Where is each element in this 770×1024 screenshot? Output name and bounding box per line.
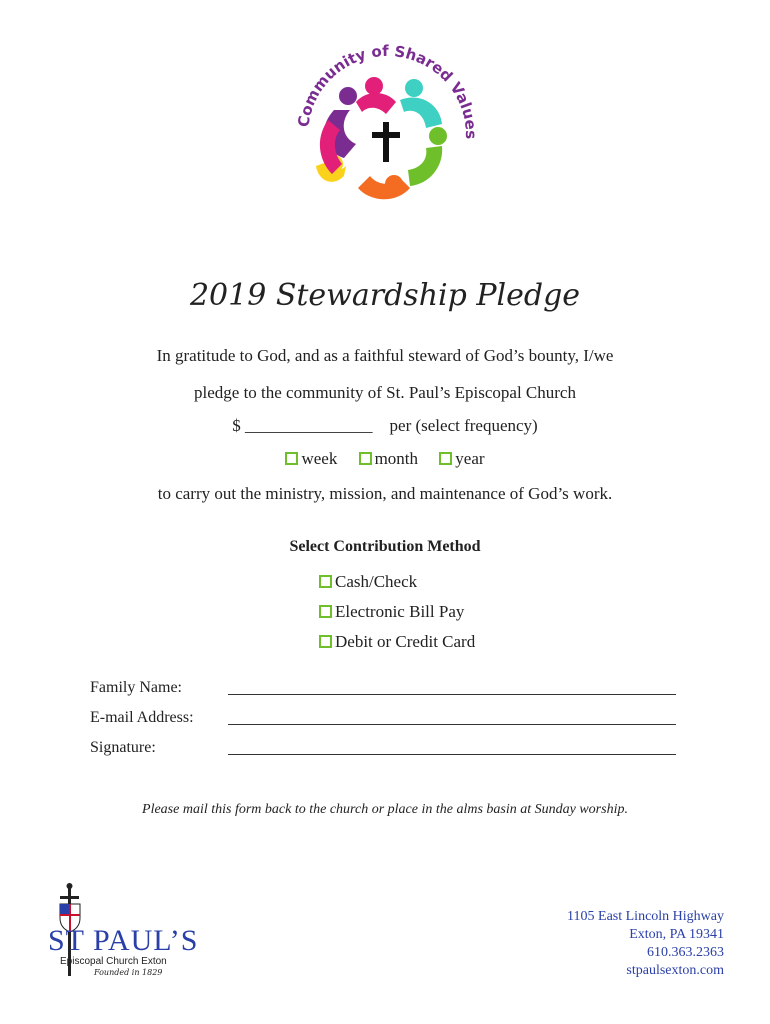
dollar-sign: $ xyxy=(232,416,241,435)
address-line-1: 1105 East Lincoln Highway xyxy=(567,909,724,924)
family-name-field[interactable] xyxy=(228,693,676,695)
signature-field[interactable] xyxy=(228,753,676,755)
method-heading: Select Contribution Method xyxy=(289,538,481,555)
church-logo-sub: Episcopal Church Exton xyxy=(60,956,167,967)
frequency-label: per (select frequency) xyxy=(389,416,538,435)
frequency-option-month[interactable]: month xyxy=(359,449,418,468)
method-option-cash[interactable]: Cash/Check xyxy=(319,567,475,597)
frequency-option-year[interactable]: year xyxy=(439,449,484,468)
pledge-line-4: to carry out the ministry, mission, and maintenance of God’s work. xyxy=(157,484,613,503)
amount-row xyxy=(0,416,770,436)
method-option-card[interactable]: Debit or Credit Card xyxy=(319,627,475,657)
checkbox-icon[interactable] xyxy=(319,605,332,618)
website-link[interactable]: stpaulsexton.com xyxy=(626,963,724,978)
address-block xyxy=(567,908,724,980)
checkbox-icon[interactable] xyxy=(439,452,452,465)
family-name-label: Family Name: xyxy=(90,679,182,696)
community-logo xyxy=(290,40,480,220)
amount-input[interactable]: _______________ xyxy=(245,416,373,435)
checkbox-icon[interactable] xyxy=(285,452,298,465)
address-line-2: Exton, PA 19341 xyxy=(629,927,724,942)
pledge-line-1: In gratitude to God, and as a faithful steward of God’s bounty, I/we xyxy=(156,346,614,365)
church-logo xyxy=(46,882,199,982)
email-field[interactable] xyxy=(228,723,676,725)
pledge-line-2: pledge to the community of St. Paul’s Episcopal Church xyxy=(194,383,576,402)
method-list xyxy=(319,567,475,657)
frequency-options xyxy=(0,449,770,469)
checkbox-icon[interactable] xyxy=(319,635,332,648)
checkbox-icon[interactable] xyxy=(319,575,332,588)
frequency-option-week[interactable]: week xyxy=(285,449,337,468)
method-option-bill-pay[interactable]: Electronic Bill Pay xyxy=(319,597,475,627)
email-label: E-mail Address: xyxy=(90,709,194,726)
church-logo-tag: Founded in 1829 xyxy=(94,968,163,977)
page-title: 2019 Stewardship Pledge xyxy=(189,278,581,313)
logo-arc-text: Community of Shared Values xyxy=(294,41,480,140)
church-logo-name: ST PAUL’S xyxy=(48,924,199,957)
signature-label: Signature: xyxy=(90,739,156,756)
phone[interactable]: 610.363.2363 xyxy=(647,945,724,960)
mail-instructions: Please mail this form back to the church or place in the alms basin at Sunday worship. xyxy=(142,802,628,817)
checkbox-icon[interactable] xyxy=(359,452,372,465)
community-logo-graphic xyxy=(290,40,480,220)
